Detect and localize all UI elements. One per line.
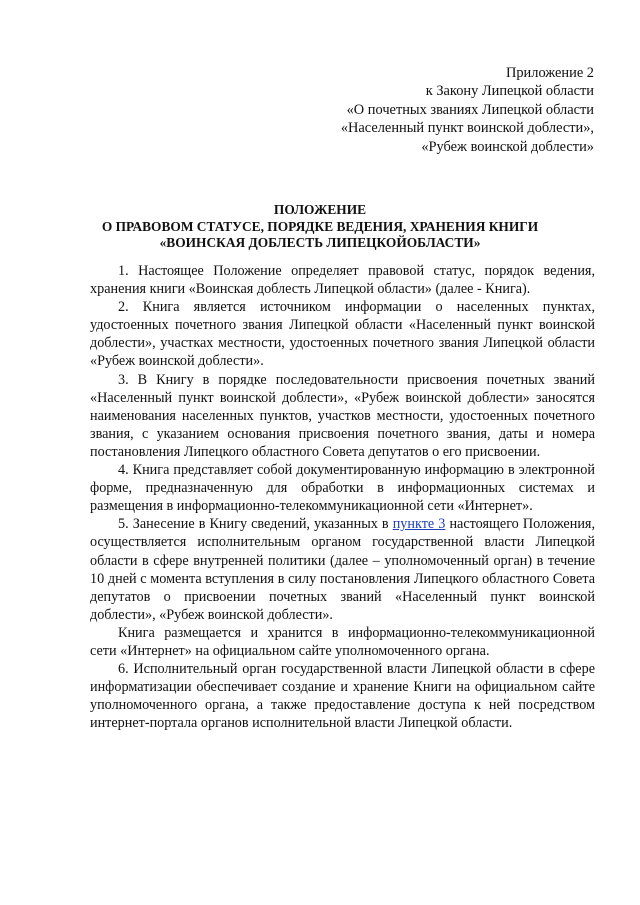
appendix-header [174,64,594,156]
paragraph-5-rest: настоящего Положения, осуществляется исполнительным органом государственной власти Липецкой области в сфере внутренней политики (далее – уполномоченный орган) в течение 10 дней с момента вступления в силу постановления Липецкого областного Совета депутатов о присвоении почетных званий «Населенный пункт воинской доблести», «Рубеж воинской доблести». [90,516,595,623]
title-line-1: ПОЛОЖЕНИЕ [273,202,367,217]
paragraph-1: 1. Настоящее Положение определяет правовой статус, порядок ведения, хранения книги «Воинская доблесть Липецкой области» (далее - Книга). [90,263,595,298]
point-3-link[interactable]: пункте 3 [392,516,446,533]
document-body [90,262,595,732]
paragraph-2: 2. Книга является источником информации о населенных пунктах, удостоенных почетного звания Липецкой области «Населенный пункт воинской доблести», участках местности, удостоенных почетного звания Липецкой области «Рубеж воинской доблести». [90,299,595,370]
paragraph-5 [90,515,595,624]
title-line-2: О ПРАВОВОМ СТАТУСЕ, ПОРЯДКЕ ВЕДЕНИЯ, ХРАНЕНИЯ КНИГИ [101,218,539,234]
paragraph-6: 6. Исполнительный орган государственной власти Липецкой области в сфере информатизации обеспечивает создание и хранение Книги на официальном сайте уполномоченного органа, а также предоставление доступа к ней посредством интернет-портала органов исполнительной власти Липецкой области. [90,661,595,732]
appendix-law-reference: к Закону Липецкой области [425,83,594,100]
paragraph-5-start: 5. Занесение в Книгу сведений, указанных в [118,516,393,533]
title-line-3: «ВОИНСКАЯ ДОБЛЕСТЬ ЛИПЕЦКОЙОБЛАСТИ» [159,235,481,251]
document-title [60,202,580,252]
paragraph-4: 4. Книга представляет собой документированную информацию в электронной форме, предназначенную для обработки в информационных системах и размещения в информационно-телекоммуникационной сети «Интернет». [90,462,595,515]
appendix-law-title-line1: «О почетных званиях Липецкой области [346,101,594,118]
appendix-law-title-line2: «Населенный пункт воинской доблести», [340,120,594,137]
paragraph-5-continuation: Книга размещается и хранится в информационно-телекоммуникационной сети «Интернет» на официальном сайте уполномоченного органа. [90,624,595,659]
paragraph-3: 3. В Книгу в порядке последовательности присвоения почетных званий «Населенный пункт воинской доблести», «Рубеж воинской доблести» заносятся наименования населенных пунктов, участков местности, удостоенных почетного звания, с указанием основания присвоения почетного звания, даты и номера постановления Липецкого областного Совета депутатов о его присвоении. [90,371,595,460]
appendix-number: Приложение 2 [505,65,594,81]
appendix-law-title-line3: «Рубеж воинской доблести» [421,138,594,155]
